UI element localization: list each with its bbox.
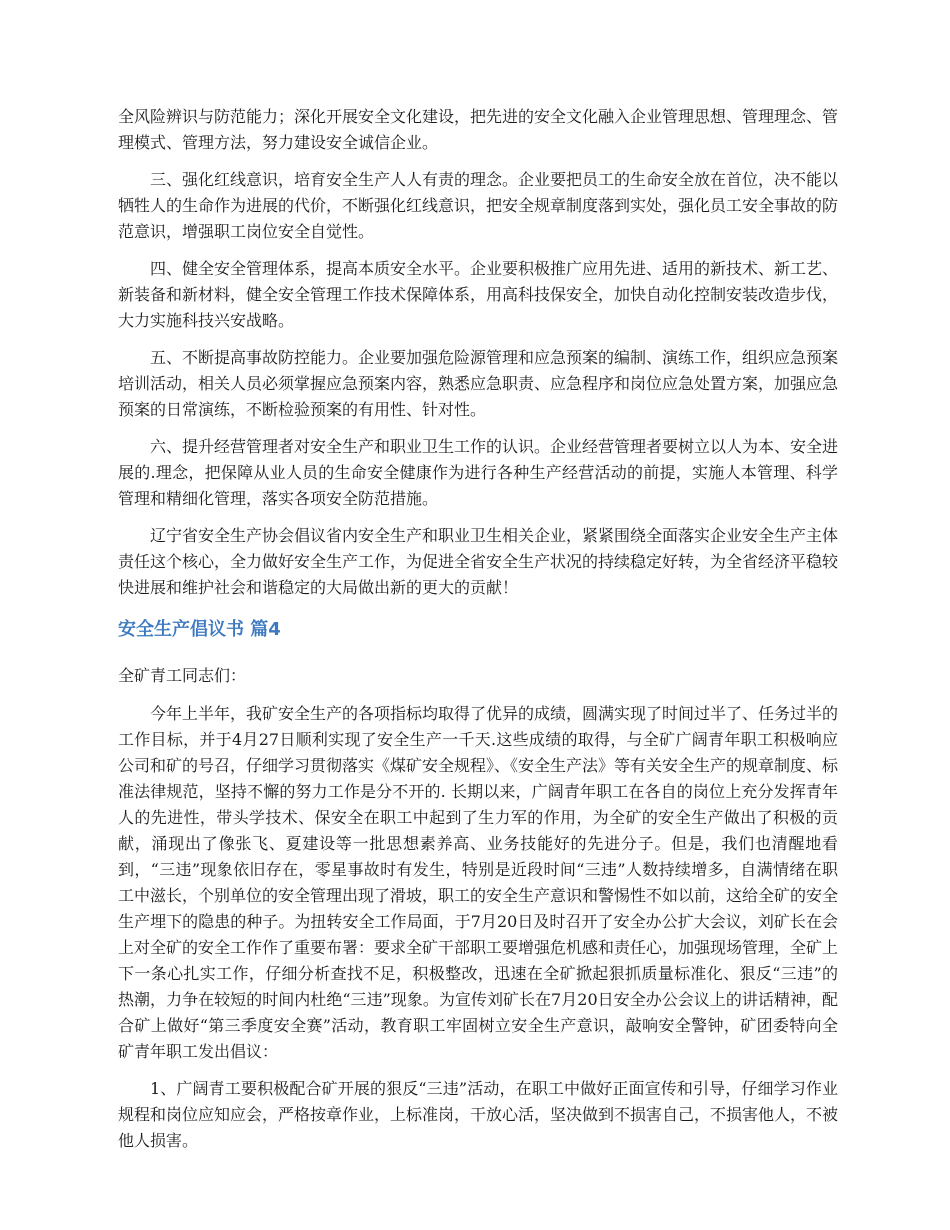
paragraph-initiative: 辽宁省安全生产协会倡议省内安全生产和职业卫生相关企业，紧紧围绕全面落实企业安全生产主体责任这个核心，全力做好安全生产工作，为促进全省安全生产状况的持续稳定好转，为全省经济平稳较快进展和维护社会和谐稳定的大局做出新的更大的贡献！ [118,526,839,597]
paragraph-proposal-1: 1、广阔青工要积极配合矿开展的狠反“三违”活动，在职工中做好正面宣传和引导，仔细学习作业规程和岗位应知应会，严格按章作业，上标准岗，干放心活，坚决做到不损害自己，不损害他人，不被他人损害。 [118,1079,839,1150]
salutation: 全矿青工同志们： [118,666,247,685]
document-page [118,104,838,1165]
paragraph-item-5: 五、不断提高事故防控能力。企业要加强危险源管理和应急预案的编制、演练工作，组织应急预案培训活动，相关人员必须掌握应急预案内容，熟悉应急职责、应急程序和岗位应急处置方案，加强应急预案的日常演练，不断检验预案的有用性、针对性。 [118,348,839,419]
paragraph-body: 今年上半年，我矿安全生产的各项指标均取得了优异的成绩，圆满实现了时间过半了、任务过半的工作目标，并于4月27日顺利实现了安全生产一千天.这些成绩的取得，与全矿广阔青年职工积极响应公司和矿的号召，仔细学习贯彻落实《煤矿安全规程》、《安全生产法》等有关安全生产的规章制度、标准法律规范，坚持不懈的努力工作是分不开的. 长期以来，广阔青年职工在各自的岗位上充分发挥青年人的先进性，带头学技术、保安全在职工中起到了生力军的作用，为全矿的安全生产做出了积极的贡献，涌现出了像张飞、夏建设等一批思想素养高、业务技能好的先进分子。但是，我们也清醒地看到，“三违”现象依旧存在，零星事故时有发生，特别是近段时间“三违”人数持续增多，自满情绪在职工中滋长，个别单位的安全管理出现了滑坡，职工的安全生产意识和警惕性不如以前，这给全矿的安全生产埋下的隐患的种子。为扭转安全工作局面，于7月20日及时召开了安全办公扩大会议，刘矿长在会上对全矿的安全工作作了重要布署：要求全矿干部职工要增强危机感和责任心，加强现场管理，全矿上下一条心扎实工作，仔细分析查找不足，积极整改，迅速在全矿掀起狠抓质量标准化、狠反“三违”的热潮，力争在较短的时间内杜绝“三违”现象。为宣传刘矿长在7月20日安全办公会议上的讲话精神，配合矿上做好“第三季度安全赛”活动，教育职工牢固树立安全生产意识，敲响安全警钟，矿团委特向全矿青年职工发出倡议： [118,704,839,1061]
paragraph-item-6: 六、提升经营管理者对安全生产和职业卫生工作的认识。企业经营管理者要树立以人为本、安全进展的.理念，把保障从业人员的生命安全健康作为进行各种生产经营活动的前提，实施人本管理、科学管理和精细化管理，落实各项安全防范措施。 [118,437,839,508]
section-heading: 安全生产倡议书 篇4 [118,619,281,640]
paragraph-item-3: 三、强化红线意识，培育安全生产人人有责的理念。企业要把员工的生命安全放在首位，决不能以牺牲人的生命作为进展的代价，不断强化红线意识，把安全规章制度落到实处，强化员工安全事故的防范意识，增强职工岗位安全自觉性。 [118,170,839,241]
paragraph-item-4: 四、健全安全管理体系，提高本质安全水平。企业要积极推广应用先进、适用的新技术、新工艺、新装备和新材料，健全安全管理工作技术保障体系，用高科技保安全，加快自动化控制安装改造步伐，大力实施科技兴安战略。 [118,259,839,330]
paragraph-continued: 全风险辨识与防范能力；深化开展安全文化建设，把先进的安全文化融入企业管理思想、管理理念、管理模式、管理方法，努力建设安全诚信企业。 [118,107,839,152]
